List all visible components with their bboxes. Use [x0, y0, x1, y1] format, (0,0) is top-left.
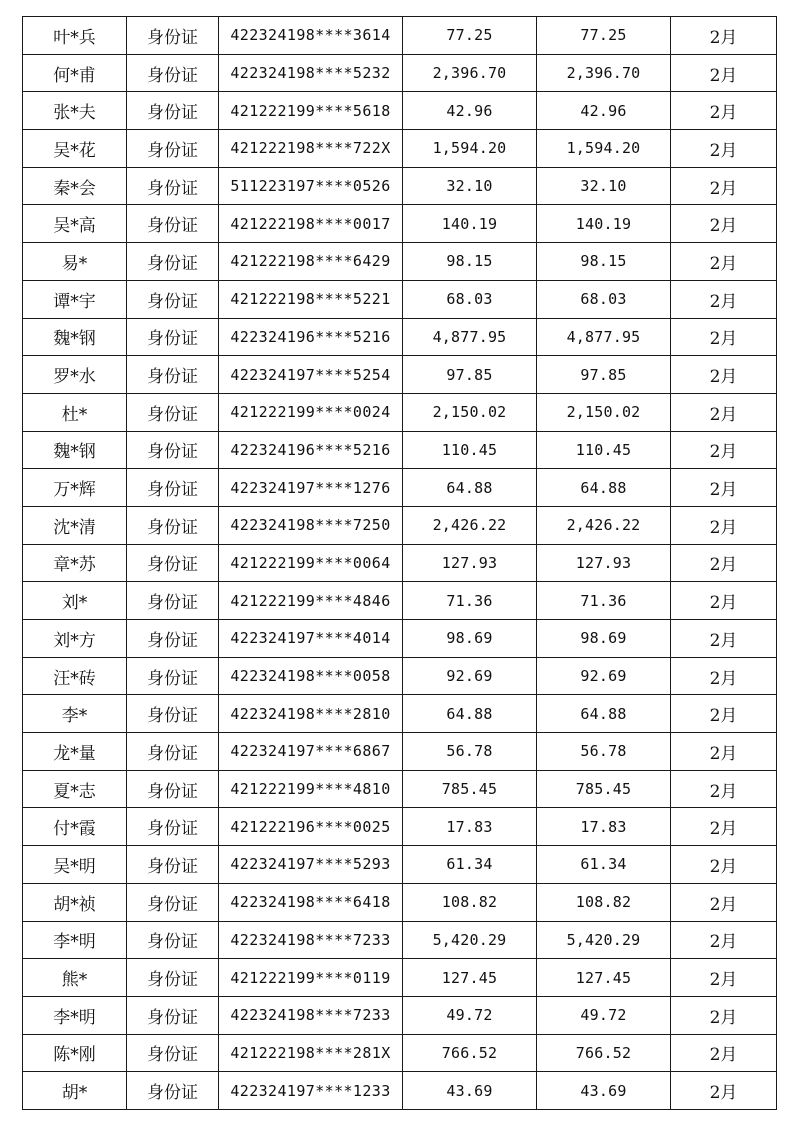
name-cell: 陈*刚: [23, 1034, 127, 1072]
paid-amount-cell: 98.15: [537, 243, 671, 281]
table-row: [23, 318, 777, 356]
id-type-cell: 身份证: [127, 544, 219, 582]
amount-cell: 32.10: [403, 167, 537, 205]
name-cell: 付*霞: [23, 808, 127, 846]
table-row: [23, 431, 777, 469]
table-row: [23, 167, 777, 205]
name-cell: 夏*志: [23, 770, 127, 808]
month-cell: 2月: [671, 921, 777, 959]
table-row: [23, 356, 777, 394]
amount-cell: 61.34: [403, 846, 537, 884]
paid-amount-cell: 71.36: [537, 582, 671, 620]
paid-amount-cell: 785.45: [537, 770, 671, 808]
id-type-cell: 身份证: [127, 808, 219, 846]
amount-cell: 1,594.20: [403, 130, 537, 168]
id-type-cell: 身份证: [127, 1072, 219, 1110]
amount-cell: 43.69: [403, 1072, 537, 1110]
paid-amount-cell: 42.96: [537, 92, 671, 130]
id-number-cell: 421222198****0017: [219, 205, 403, 243]
id-number-cell: 422324198****3614: [219, 17, 403, 55]
paid-amount-cell: 766.52: [537, 1034, 671, 1072]
id-number-cell: 422324197****4014: [219, 620, 403, 658]
paid-amount-cell: 43.69: [537, 1072, 671, 1110]
id-number-cell: 422324196****5216: [219, 318, 403, 356]
id-number-cell: 422324198****7233: [219, 996, 403, 1034]
name-cell: 刘*: [23, 582, 127, 620]
id-type-cell: 身份证: [127, 996, 219, 1034]
table-row: [23, 469, 777, 507]
id-type-cell: 身份证: [127, 770, 219, 808]
name-cell: 叶*兵: [23, 17, 127, 55]
table-row: [23, 883, 777, 921]
id-type-cell: 身份证: [127, 318, 219, 356]
name-cell: 秦*会: [23, 167, 127, 205]
id-type-cell: 身份证: [127, 280, 219, 318]
name-cell: 张*夫: [23, 92, 127, 130]
paid-amount-cell: 108.82: [537, 883, 671, 921]
id-type-cell: 身份证: [127, 582, 219, 620]
id-type-cell: 身份证: [127, 469, 219, 507]
id-number-cell: 421222199****0119: [219, 959, 403, 997]
month-cell: 2月: [671, 54, 777, 92]
month-cell: 2月: [671, 808, 777, 846]
id-type-cell: 身份证: [127, 695, 219, 733]
id-number-cell: 422324198****7233: [219, 921, 403, 959]
month-cell: 2月: [671, 657, 777, 695]
paid-amount-cell: 98.69: [537, 620, 671, 658]
table-body: [23, 17, 777, 1110]
id-type-cell: 身份证: [127, 17, 219, 55]
paid-amount-cell: 1,594.20: [537, 130, 671, 168]
table-row: [23, 808, 777, 846]
month-cell: 2月: [671, 469, 777, 507]
id-type-cell: 身份证: [127, 243, 219, 281]
id-number-cell: 422324197****1276: [219, 469, 403, 507]
amount-cell: 98.15: [403, 243, 537, 281]
amount-cell: 5,420.29: [403, 921, 537, 959]
id-number-cell: 421222199****4846: [219, 582, 403, 620]
table-row: [23, 582, 777, 620]
id-number-cell: 421222196****0025: [219, 808, 403, 846]
paid-amount-cell: 77.25: [537, 17, 671, 55]
name-cell: 杜*: [23, 393, 127, 431]
id-number-cell: 421222199****4810: [219, 770, 403, 808]
amount-cell: 56.78: [403, 733, 537, 771]
id-number-cell: 422324198****5232: [219, 54, 403, 92]
id-number-cell: 422324197****1233: [219, 1072, 403, 1110]
table-row: [23, 243, 777, 281]
amount-cell: 785.45: [403, 770, 537, 808]
name-cell: 熊*: [23, 959, 127, 997]
paid-amount-cell: 64.88: [537, 695, 671, 733]
paid-amount-cell: 4,877.95: [537, 318, 671, 356]
paid-amount-cell: 2,150.02: [537, 393, 671, 431]
amount-cell: 98.69: [403, 620, 537, 658]
paid-amount-cell: 49.72: [537, 996, 671, 1034]
paid-amount-cell: 127.93: [537, 544, 671, 582]
amount-cell: 92.69: [403, 657, 537, 695]
amount-cell: 2,396.70: [403, 54, 537, 92]
table-row: [23, 1034, 777, 1072]
id-number-cell: 422324197****6867: [219, 733, 403, 771]
table-row: [23, 657, 777, 695]
name-cell: 魏*钢: [23, 431, 127, 469]
name-cell: 易*: [23, 243, 127, 281]
table-row: [23, 506, 777, 544]
table-row: [23, 393, 777, 431]
amount-cell: 64.88: [403, 469, 537, 507]
paid-amount-cell: 2,396.70: [537, 54, 671, 92]
name-cell: 魏*钢: [23, 318, 127, 356]
table-row: [23, 205, 777, 243]
id-type-cell: 身份证: [127, 205, 219, 243]
id-type-cell: 身份证: [127, 92, 219, 130]
month-cell: 2月: [671, 695, 777, 733]
month-cell: 2月: [671, 996, 777, 1034]
table-row: [23, 54, 777, 92]
amount-cell: 127.45: [403, 959, 537, 997]
month-cell: 2月: [671, 280, 777, 318]
amount-cell: 64.88: [403, 695, 537, 733]
name-cell: 章*苏: [23, 544, 127, 582]
amount-cell: 97.85: [403, 356, 537, 394]
id-type-cell: 身份证: [127, 167, 219, 205]
amount-cell: 17.83: [403, 808, 537, 846]
month-cell: 2月: [671, 167, 777, 205]
table-row: [23, 996, 777, 1034]
month-cell: 2月: [671, 318, 777, 356]
name-cell: 汪*砖: [23, 657, 127, 695]
month-cell: 2月: [671, 130, 777, 168]
paid-amount-cell: 97.85: [537, 356, 671, 394]
name-cell: 刘*方: [23, 620, 127, 658]
table-row: [23, 280, 777, 318]
table-row: [23, 695, 777, 733]
amount-cell: 42.96: [403, 92, 537, 130]
name-cell: 李*明: [23, 921, 127, 959]
month-cell: 2月: [671, 1034, 777, 1072]
table-row: [23, 733, 777, 771]
id-number-cell: 422324198****2810: [219, 695, 403, 733]
table-row: [23, 17, 777, 55]
id-type-cell: 身份证: [127, 657, 219, 695]
month-cell: 2月: [671, 1072, 777, 1110]
month-cell: 2月: [671, 431, 777, 469]
paid-amount-cell: 68.03: [537, 280, 671, 318]
id-type-cell: 身份证: [127, 1034, 219, 1072]
id-number-cell: 421222198****5221: [219, 280, 403, 318]
name-cell: 胡*: [23, 1072, 127, 1110]
id-type-cell: 身份证: [127, 921, 219, 959]
month-cell: 2月: [671, 393, 777, 431]
paid-amount-cell: 32.10: [537, 167, 671, 205]
paid-amount-cell: 110.45: [537, 431, 671, 469]
id-number-cell: 422324198****6418: [219, 883, 403, 921]
paid-amount-cell: 17.83: [537, 808, 671, 846]
month-cell: 2月: [671, 620, 777, 658]
id-type-cell: 身份证: [127, 431, 219, 469]
month-cell: 2月: [671, 92, 777, 130]
name-cell: 胡*祯: [23, 883, 127, 921]
id-type-cell: 身份证: [127, 620, 219, 658]
table-row: [23, 921, 777, 959]
name-cell: 李*: [23, 695, 127, 733]
month-cell: 2月: [671, 506, 777, 544]
paid-amount-cell: 56.78: [537, 733, 671, 771]
id-number-cell: 422324198****7250: [219, 506, 403, 544]
payment-table: [22, 16, 777, 1110]
name-cell: 何*甫: [23, 54, 127, 92]
id-type-cell: 身份证: [127, 506, 219, 544]
month-cell: 2月: [671, 582, 777, 620]
id-number-cell: 421222199****0064: [219, 544, 403, 582]
amount-cell: 766.52: [403, 1034, 537, 1072]
amount-cell: 110.45: [403, 431, 537, 469]
month-cell: 2月: [671, 356, 777, 394]
amount-cell: 68.03: [403, 280, 537, 318]
table-row: [23, 130, 777, 168]
id-type-cell: 身份证: [127, 130, 219, 168]
id-type-cell: 身份证: [127, 356, 219, 394]
amount-cell: 108.82: [403, 883, 537, 921]
name-cell: 李*明: [23, 996, 127, 1034]
amount-cell: 49.72: [403, 996, 537, 1034]
name-cell: 吴*明: [23, 846, 127, 884]
id-number-cell: 422324197****5254: [219, 356, 403, 394]
paid-amount-cell: 64.88: [537, 469, 671, 507]
table-row: [23, 92, 777, 130]
month-cell: 2月: [671, 733, 777, 771]
id-number-cell: 422324197****5293: [219, 846, 403, 884]
month-cell: 2月: [671, 883, 777, 921]
id-number-cell: 421222198****6429: [219, 243, 403, 281]
id-type-cell: 身份证: [127, 846, 219, 884]
month-cell: 2月: [671, 959, 777, 997]
id-type-cell: 身份证: [127, 733, 219, 771]
id-number-cell: 421222198****281X: [219, 1034, 403, 1072]
amount-cell: 2,426.22: [403, 506, 537, 544]
name-cell: 龙*量: [23, 733, 127, 771]
name-cell: 罗*水: [23, 356, 127, 394]
amount-cell: 4,877.95: [403, 318, 537, 356]
name-cell: 谭*宇: [23, 280, 127, 318]
name-cell: 万*辉: [23, 469, 127, 507]
month-cell: 2月: [671, 770, 777, 808]
paid-amount-cell: 140.19: [537, 205, 671, 243]
paid-amount-cell: 2,426.22: [537, 506, 671, 544]
table-row: [23, 544, 777, 582]
name-cell: 吴*高: [23, 205, 127, 243]
id-number-cell: 421222198****722X: [219, 130, 403, 168]
id-number-cell: 511223197****0526: [219, 167, 403, 205]
month-cell: 2月: [671, 544, 777, 582]
paid-amount-cell: 61.34: [537, 846, 671, 884]
table-row: [23, 620, 777, 658]
id-type-cell: 身份证: [127, 883, 219, 921]
id-number-cell: 421222199****5618: [219, 92, 403, 130]
table-row: [23, 959, 777, 997]
table-row: [23, 1072, 777, 1110]
name-cell: 吴*花: [23, 130, 127, 168]
month-cell: 2月: [671, 17, 777, 55]
paid-amount-cell: 92.69: [537, 657, 671, 695]
amount-cell: 2,150.02: [403, 393, 537, 431]
month-cell: 2月: [671, 243, 777, 281]
name-cell: 沈*清: [23, 506, 127, 544]
id-number-cell: 421222199****0024: [219, 393, 403, 431]
id-type-cell: 身份证: [127, 54, 219, 92]
amount-cell: 71.36: [403, 582, 537, 620]
id-type-cell: 身份证: [127, 393, 219, 431]
table-row: [23, 770, 777, 808]
paid-amount-cell: 127.45: [537, 959, 671, 997]
month-cell: 2月: [671, 205, 777, 243]
id-type-cell: 身份证: [127, 959, 219, 997]
paid-amount-cell: 5,420.29: [537, 921, 671, 959]
id-number-cell: 422324198****0058: [219, 657, 403, 695]
table-row: [23, 846, 777, 884]
amount-cell: 127.93: [403, 544, 537, 582]
id-number-cell: 422324196****5216: [219, 431, 403, 469]
amount-cell: 77.25: [403, 17, 537, 55]
amount-cell: 140.19: [403, 205, 537, 243]
month-cell: 2月: [671, 846, 777, 884]
